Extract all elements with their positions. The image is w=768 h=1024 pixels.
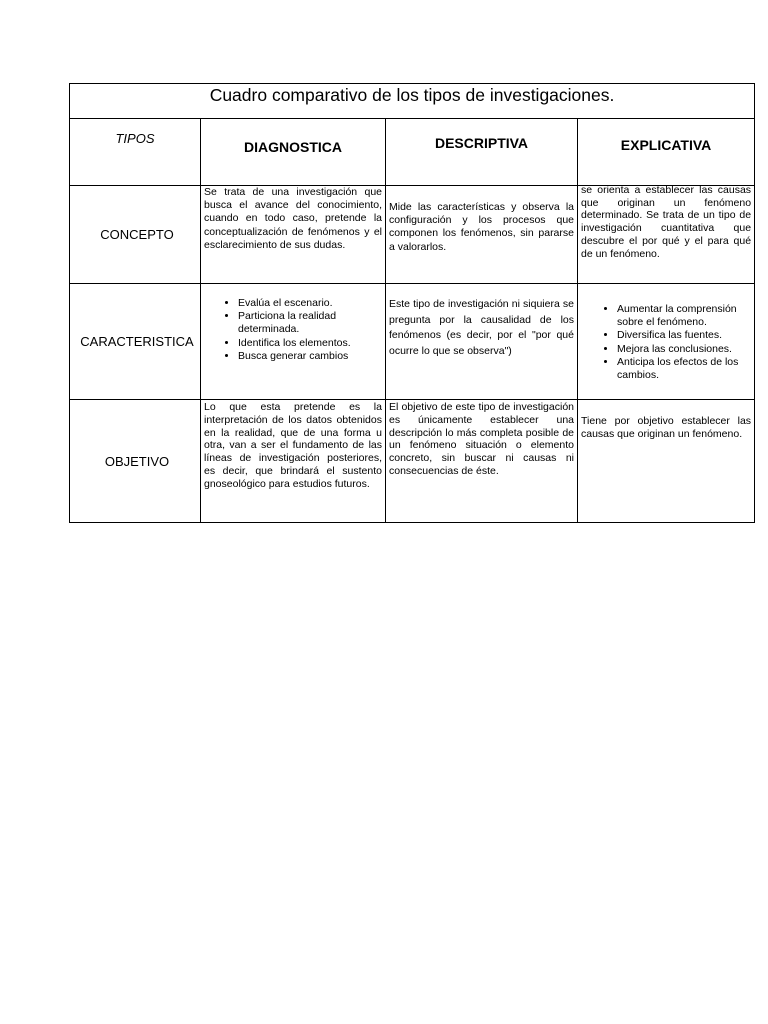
row-label-concepto: CONCEPTO [70,186,201,284]
row-caracteristica [70,284,755,400]
row-label-objetivo: OBJETIVO [70,400,201,523]
list-item: • Busca generar cambios [238,350,382,363]
bullet-list [204,297,382,363]
header-explicativa: EXPLICATIVA [578,119,755,186]
row-label-caracteristica: CARACTERISTICA [70,284,201,400]
cell-concepto-diagnostica [201,186,386,284]
cell-text: Lo que esta pretende es la interpretación de los datos obtenidos en la realidad, que de una forma u otra, van a ser el fundamento de las líneas de investigación posteriores, es decir, que brindará el sustento gnoseológico para estudios futuros. [204,401,382,490]
cell-text: Se trata de una investigación que busca el avance del conocimiento, cuando en todo caso, pretende la conceptualización de fenómenos y el esclarecimiento de sus dudas. [204,186,382,251]
cell-caracteristica-explicativa [578,284,755,400]
list-item: • Diversifica las fuentes. [617,329,751,342]
cell-text: Este tipo de investigación ni siquiera se pregunta por la causalidad de los fenómenos (es decir, por el "por qué ocurre lo que se observa") [389,298,574,357]
cell-text: Tiene por objetivo establecer las causas que originan un fenómeno. [581,415,752,441]
header-descriptiva: DESCRIPTIVA [386,119,578,186]
list-item: • Particiona la realidad determinada. [238,310,382,336]
header-tipos: TIPOS [70,119,201,186]
cell-objetivo-diagnostica [201,400,386,523]
list-item: • Aumentar la comprensión sobre el fenómeno. [617,303,751,329]
cell-objetivo-descriptiva [386,400,578,523]
list-item: • Identifica los elementos. [238,337,382,350]
cell-text: El objetivo de este tipo de investigación es únicamente establecer una descripción lo más completa posible de un fenómeno situación o elemento concreto, sin buscar ni causas ni consecuencias de éste. [389,401,574,477]
cell-caracteristica-descriptiva [386,284,578,400]
header-diagnostica: DIAGNOSTICA [201,119,386,186]
title-row [70,84,755,119]
header-row [70,119,755,186]
cell-text: se orienta a establecer las causas que originan un fenómeno determinado. Se trata de un tipo de investigación cuantitativa que descubre el por qué y el para qué de un fenómeno. [581,184,752,260]
row-concepto [70,186,755,284]
list-item: • Anticipa los efectos de los cambios. [617,356,751,382]
cell-concepto-explicativa [578,186,755,284]
list-item: • Mejora las conclusiones. [617,343,751,356]
comparison-table [69,83,755,523]
table-title: Cuadro comparativo de los tipos de investigaciones. [70,84,755,119]
cell-objetivo-explicativa [578,400,755,523]
row-objetivo [70,400,755,523]
cell-concepto-descriptiva [386,186,578,284]
cell-caracteristica-diagnostica [201,284,386,400]
list-item: • Evalúa el escenario. [238,297,382,310]
bullet-list [581,303,751,382]
cell-text: Mide las características y observa la configuración y los procesos que componen los fenómenos, sin pararse a valorarlos. [389,201,574,253]
